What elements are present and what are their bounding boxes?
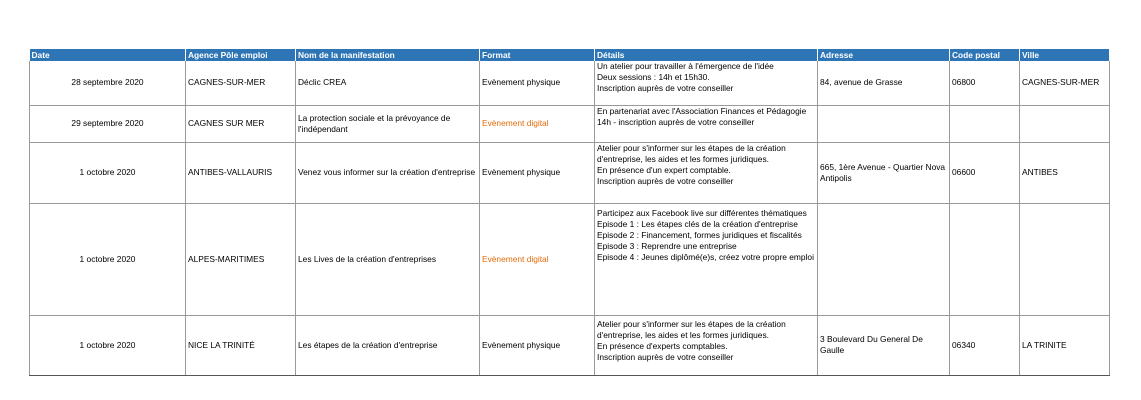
table-row xyxy=(30,142,1110,203)
cell-code-postal: 06340 xyxy=(950,315,1020,375)
cell-agence: CAGNES SUR MER xyxy=(186,105,296,142)
cell-ville xyxy=(1020,203,1110,315)
cell-agence: CAGNES-SUR-MER xyxy=(186,61,296,105)
header-row xyxy=(30,49,1110,61)
cell-details xyxy=(595,203,818,315)
spreadsheet xyxy=(29,49,1109,376)
cell-details xyxy=(595,61,818,105)
cell-details xyxy=(595,142,818,203)
details-line: En partenariat avec l'Association Finances et Pédagogie xyxy=(597,105,807,116)
cell-adresse xyxy=(818,203,950,315)
details-line: En présence d'un expert comptable. xyxy=(597,164,731,175)
header-date: Date xyxy=(30,49,186,61)
header-adresse: Adresse xyxy=(818,49,950,61)
cell-agence: ANTIBES-VALLAURIS xyxy=(186,142,296,203)
cell-format: Evènement digital xyxy=(480,105,595,142)
details-line: Inscription auprès de votre conseiller xyxy=(597,175,734,186)
cell-agence: NICE LA TRINITÉ xyxy=(186,315,296,375)
header-agence: Agence Pôle emploi xyxy=(186,49,296,61)
cell-date: 1 octobre 2020 xyxy=(30,315,186,375)
details-line: Episode 1 : Les étapes clés de la création d'entreprise xyxy=(597,218,798,229)
cell-ville: ANTIBES xyxy=(1020,142,1110,203)
details-line: Un atelier pour travailler à l'émergence de l'idée xyxy=(597,61,774,71)
details-line: Inscription auprès de votre conseiller xyxy=(597,83,734,93)
details-line: Inscription auprès de votre conseiller xyxy=(597,351,734,362)
cell-agence: ALPES-MARITIMES xyxy=(186,203,296,315)
cell-nom: Les Lives de la création d'entreprises xyxy=(296,203,480,315)
table-row xyxy=(30,61,1110,105)
details-line: En présence d'experts comptables. xyxy=(597,340,728,351)
header-format: Format xyxy=(480,49,595,61)
details-line: Deux sessions : 14h et 15h30. xyxy=(597,72,710,82)
header-ville: Ville xyxy=(1020,49,1110,61)
cell-code-postal xyxy=(950,105,1020,142)
cell-date: 29 septembre 2020 xyxy=(30,105,186,142)
header-details: Détails xyxy=(595,49,818,61)
cell-adresse: 3 Boulevard Du General De Gaulle xyxy=(818,315,950,375)
details-line: 14h - inscription auprès de votre conseiller xyxy=(597,116,755,127)
cell-ville: LA TRINITE xyxy=(1020,315,1110,375)
cell-ville: CAGNES-SUR-MER xyxy=(1020,61,1110,105)
cell-format: Evènement physique xyxy=(480,61,595,105)
cell-details xyxy=(595,315,818,375)
cell-adresse xyxy=(818,105,950,142)
cell-nom: Déclic CREA xyxy=(296,61,480,105)
details-line: Episode 2 : Financement, formes juridiques et fiscalités xyxy=(597,229,802,240)
details-line: Episode 4 : Jeunes diplômé(e)s, créez votre propre emploi xyxy=(597,251,814,262)
details-line: Episode 3 : Reprendre une entreprise xyxy=(597,240,737,251)
events-table xyxy=(29,49,1110,376)
cell-details xyxy=(595,105,818,142)
cell-adresse: 84, avenue de Grasse xyxy=(818,61,950,105)
cell-format: Evènement physique xyxy=(480,142,595,203)
cell-code-postal: 06800 xyxy=(950,61,1020,105)
cell-nom: La protection sociale et la prévoyance de l'indépendant xyxy=(296,105,480,142)
cell-date: 1 octobre 2020 xyxy=(30,203,186,315)
header-nom: Nom de la manifestation xyxy=(296,49,480,61)
table-row xyxy=(30,203,1110,315)
details-line: Atelier pour s'informer sur les étapes de la création d'entreprise, les aides et les formes juridiques. xyxy=(597,318,786,340)
cell-format: Evènement physique xyxy=(480,315,595,375)
cell-date: 1 octobre 2020 xyxy=(30,142,186,203)
table-row xyxy=(30,105,1110,142)
cell-nom: Les étapes de la création d'entreprise xyxy=(296,315,480,375)
cell-date: 28 septembre 2020 xyxy=(30,61,186,105)
header-code-postal: Code postal xyxy=(950,49,1020,61)
details-line: Participez aux Facebook live sur différentes thématiques xyxy=(597,207,807,218)
cell-ville xyxy=(1020,105,1110,142)
details-line: Atelier pour s'informer sur les étapes de la création d'entreprise, les aides et les formes juridiques. xyxy=(597,142,786,164)
cell-code-postal xyxy=(950,203,1020,315)
cell-adresse: 665, 1ère Avenue - Quartier Nova Antipolis xyxy=(818,142,950,203)
cell-format: Evènement digital xyxy=(480,203,595,315)
cell-code-postal: 06600 xyxy=(950,142,1020,203)
cell-nom: Venez vous informer sur la création d'entreprise xyxy=(296,142,480,203)
table-row xyxy=(30,315,1110,375)
